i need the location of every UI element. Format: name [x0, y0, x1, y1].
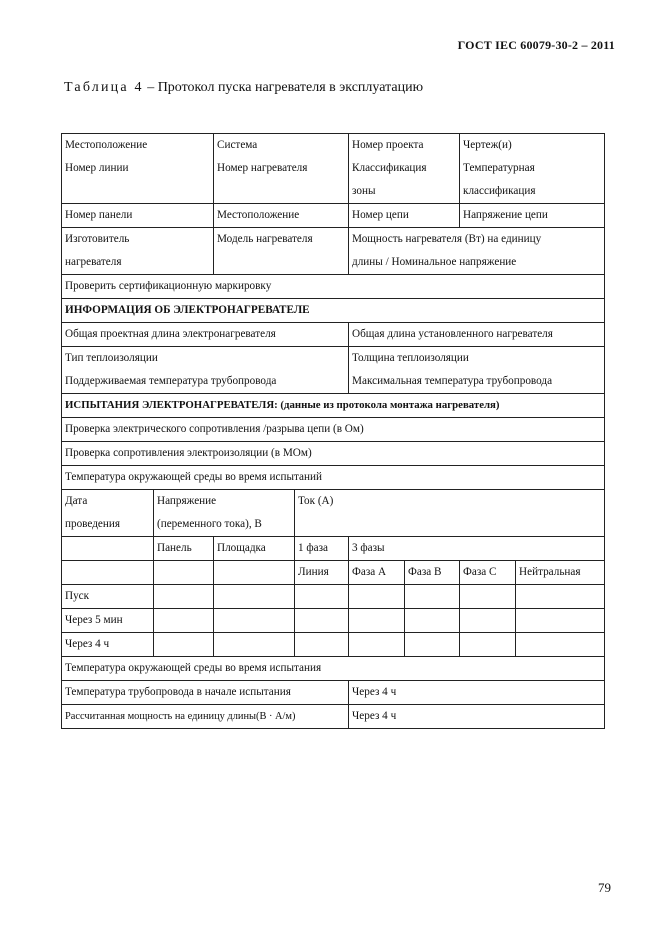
table-row	[62, 609, 605, 633]
date-label-2: проведения	[65, 518, 120, 530]
empty-cell	[405, 633, 460, 657]
cell-drawing-temp-class	[460, 134, 605, 204]
table-row	[62, 228, 605, 275]
table-row	[62, 681, 605, 705]
empty-cell	[295, 633, 349, 657]
document-code: ГОСТ IEC 60079-30-2 – 2011	[457, 38, 615, 52]
line-column-header: Линия	[295, 561, 349, 585]
empty-cell	[154, 633, 214, 657]
heater-number-label: Номер нагревателя	[217, 162, 308, 174]
location-cell: Местоположение	[214, 204, 349, 228]
heater-model-cell: Модель нагревателя	[214, 228, 349, 275]
cell-location-line	[62, 134, 214, 204]
empty-cell	[460, 633, 516, 657]
empty-cell	[62, 537, 154, 561]
empty-cell	[214, 609, 295, 633]
empty-cell	[516, 585, 605, 609]
empty-cell	[62, 561, 154, 585]
after-4h-cell: Через 4 ч	[349, 681, 605, 705]
design-length-cell: Общая проектная длина электронагревателя	[62, 323, 349, 347]
max-temp-label: Максимальная температура трубопровода	[352, 375, 553, 387]
project-number-label: Номер проекта	[352, 139, 424, 151]
phase-a-column-header: Фаза А	[349, 561, 405, 585]
empty-cell	[154, 585, 214, 609]
table-caption: – Протокол пуска нагревателя в эксплуатацию	[143, 80, 424, 95]
table-row	[62, 490, 605, 537]
insulation-thickness-label: Толщина теплоизоляции	[352, 352, 469, 364]
table-row	[62, 705, 605, 729]
start-row-label: Пуск	[62, 585, 154, 609]
maintained-temp-label: Поддерживаемая температура трубопровода	[65, 375, 277, 387]
table-row	[62, 299, 605, 323]
table-row	[62, 323, 605, 347]
empty-cell	[460, 609, 516, 633]
empty-cell	[405, 609, 460, 633]
calc-power-cell: Рассчитанная мощность на единицу длины(В · А/м)	[62, 705, 349, 729]
cell-project-zone	[349, 134, 460, 204]
table-row	[62, 633, 605, 657]
empty-cell	[214, 561, 295, 585]
voltage-label-1: Напряжение	[157, 495, 217, 507]
drawing-label: Чертеж(и)	[463, 139, 512, 151]
empty-cell	[349, 633, 405, 657]
voltage-label-2: (переменного тока), В	[157, 518, 262, 530]
panel-column-header: Панель	[154, 537, 214, 561]
after-4h-row-label: Через 4 ч	[62, 633, 154, 657]
table-label: Таблица 4	[64, 80, 144, 95]
table-row	[62, 275, 605, 299]
phase-c-column-header: Фаза С	[460, 561, 516, 585]
check-marking-cell: Проверить сертификационную маркировку	[62, 275, 605, 299]
resistance-check-cell: Проверка электрического сопротивления /разрыва цепи (в Ом)	[62, 418, 605, 442]
empty-cell	[516, 609, 605, 633]
table-row	[62, 418, 605, 442]
empty-cell	[214, 633, 295, 657]
insulation-type-label: Тип теплоизоляции	[65, 352, 158, 364]
table-title	[64, 80, 423, 96]
empty-cell	[214, 585, 295, 609]
manufacturer-label-1: Изготовитель	[65, 233, 130, 245]
after-4h-cell: Через 4 ч	[349, 705, 605, 729]
tests-heading: ИСПЫТАНИЯ ЭЛЕКТРОНАГРЕВАТЕЛЯ: (данные из протокола монтажа нагревателя)	[62, 394, 605, 418]
empty-cell	[405, 585, 460, 609]
installed-length-cell: Общая длина установленного нагревателя	[349, 323, 605, 347]
empty-cell	[295, 585, 349, 609]
empty-cell	[460, 585, 516, 609]
pipe-temp-start-cell: Температура трубопровода в начале испытания	[62, 681, 349, 705]
table-row	[62, 204, 605, 228]
power-label-2: длины / Номинальное напряжение	[352, 256, 517, 268]
heater-info-heading: ИНФОРМАЦИЯ ОБ ЭЛЕКТРОНАГРЕВАТЕЛЕ	[62, 299, 605, 323]
empty-cell	[516, 633, 605, 657]
empty-cell	[349, 585, 405, 609]
line-number-label: Номер линии	[65, 162, 129, 174]
after-5min-row-label: Через 5 мин	[62, 609, 154, 633]
circuit-number-cell: Номер цепи	[349, 204, 460, 228]
cell-date	[62, 490, 154, 537]
table-row	[62, 657, 605, 681]
empty-cell	[154, 561, 214, 585]
page-number: 79	[598, 880, 611, 895]
system-label: Система	[217, 139, 258, 151]
cell-voltage	[154, 490, 295, 537]
phase-b-column-header: Фаза В	[405, 561, 460, 585]
neutral-column-header: Нейтральная	[516, 561, 605, 585]
empty-cell	[154, 609, 214, 633]
table-row	[62, 394, 605, 418]
ambient-temp-test-cell: Температура окружающей среды во время испытаний	[62, 466, 605, 490]
one-phase-header: 1 фаза	[295, 537, 349, 561]
power-label-1: Мощность нагревателя (Вт) на единицу	[352, 233, 542, 245]
location-label: Местоположение	[65, 139, 148, 151]
table-row	[62, 561, 605, 585]
table-row	[62, 585, 605, 609]
insulation-check-cell: Проверка сопротивления электроизоляции (в МОм)	[62, 442, 605, 466]
cell-power	[349, 228, 605, 275]
zone-class-label-1: Классификация	[352, 162, 427, 174]
current-cell: Ток (А)	[295, 490, 605, 537]
empty-cell	[349, 609, 405, 633]
cell-system-heater	[214, 134, 349, 204]
circuit-voltage-cell: Напряжение цепи	[460, 204, 605, 228]
cell-insulation-thickness	[349, 347, 605, 394]
table-row	[62, 134, 605, 204]
table-row	[62, 442, 605, 466]
table-row	[62, 347, 605, 394]
temp-class-label-2: классификация	[463, 185, 536, 197]
commissioning-protocol-table	[61, 133, 605, 729]
zone-class-label-2: зоны	[352, 185, 376, 197]
ambient-temp-cell: Температура окружающей среды во время испытания	[62, 657, 605, 681]
cell-manufacturer	[62, 228, 214, 275]
date-label-1: Дата	[65, 495, 88, 507]
table-row	[62, 537, 605, 561]
site-column-header: Площадка	[214, 537, 295, 561]
cell-insulation-type	[62, 347, 349, 394]
panel-number-cell: Номер панели	[62, 204, 214, 228]
temp-class-label-1: Температурная	[463, 162, 535, 174]
three-phase-header: 3 фазы	[349, 537, 605, 561]
manufacturer-label-2: нагревателя	[65, 256, 122, 268]
empty-cell	[295, 609, 349, 633]
table-row	[62, 466, 605, 490]
